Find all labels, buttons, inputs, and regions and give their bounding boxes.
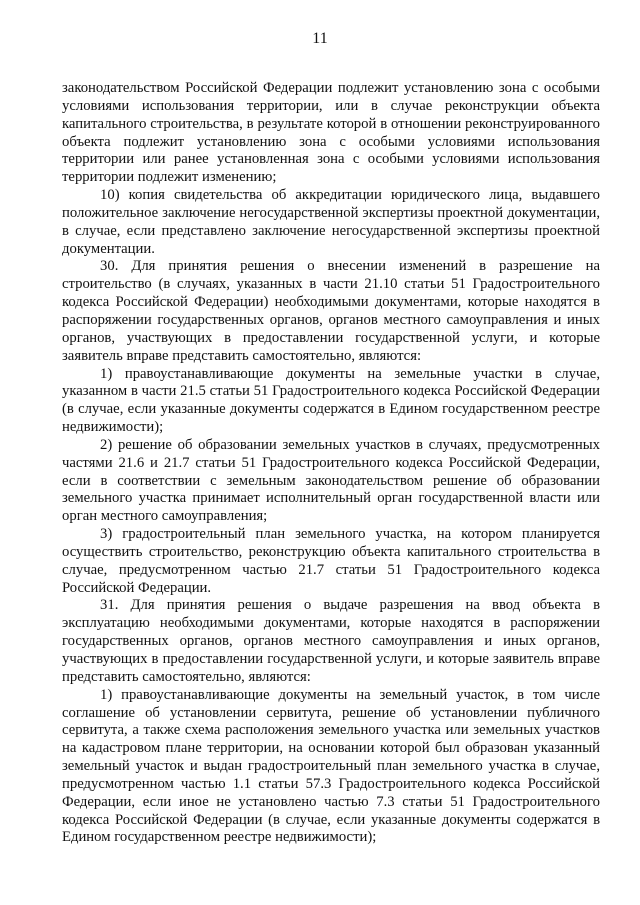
paragraph-item-10: 10) копия свидетельства об аккредитации юридического лица, выдавшего положительное заключение негосударственной экспертизы проектной документации, в случае, если представлено заключение негосударственной экспертизы проектной документации. xyxy=(62,187,600,257)
paragraph-clause-30-item-3: 3) градостроительный план земельного участка, на котором планируется осуществить строительство, реконструкцию объекта капитального строительства в случае, предусмотренном частью 21.7 статьи 51 Градостроительного кодекса Российской Федерации. xyxy=(62,526,600,596)
paragraph-clause-30-item-1: 1) правоустанавливающие документы на земельные участки в случае, указанном в части 21.5 статьи 51 Градостроительного кодекса Российской Федерации (в случае, если указанные документы содержатся в Едином государственном реестре недвижимости); xyxy=(62,365,600,436)
page-number: 11 xyxy=(312,30,328,47)
document-body xyxy=(62,80,600,847)
paragraph-clause-31: 31. Для принятия решения о выдаче разрешения на ввод объекта в эксплуатацию необходимыми документами, которые находятся в распоряжении государственных органов, органов местного самоуправления и иных органов, участвующих в предоставлении государственной услуги, и которые заявитель вправе представить самостоятельно, являются: xyxy=(62,597,600,685)
paragraph-continuation: законодательством Российской Федерации подлежит установлению зона с особыми условиями использования территории, или в случае реконструкции объекта капитального строительства, в результате которой в отношении реконструированного объекта подлежит установлению зона с особыми условиями использования территории или ранее установленная зона с особыми условиями использования территории подлежит изменению; xyxy=(62,80,600,186)
paragraph-clause-30-item-2: 2) решение об образовании земельных участков в случаях, предусмотренных частями 21.6 и 21.7 статьи 51 Градостроительного кодекса Российской Федерации, если в соответствии с земельным законодательством решение об образовании земельного участка принимает исполнительный орган государственной власти или орган местного самоуправления; xyxy=(62,436,600,525)
paragraph-clause-31-item-1: 1) правоустанавливающие документы на земельный участок, в том числе соглашение об установлении сервитута, решение об установлении публичного сервитута, а также схема расположения земельного участка или земельных участков на кадастровом плане территории, на основании которой был образован указанный земельный участок и выдан градостроительный план земельного участка в случае, предусмотренном частью 1.1 статьи 57.3 Градостроительного кодекса Российской Федерации, если иное не установлено частью 7.3 статьи 51 Градостроительного кодекса Российской Федерации (в случае, если указанные документы содержатся в Едином государственном реестре недвижимости); xyxy=(62,686,600,846)
paragraph-clause-30: 30. Для принятия решения о внесении изменений в разрешение на строительство (в случаях, указанных в части 21.10 статьи 51 Градостроительного кодекса Российской Федерации) необходимыми документами, которые находятся в распоряжении государственных органов, органов местного самоуправления и иных органов, участвующих в предоставлении государственной услуги, и которые заявитель вправе представить самостоятельно, являются: xyxy=(62,258,600,364)
